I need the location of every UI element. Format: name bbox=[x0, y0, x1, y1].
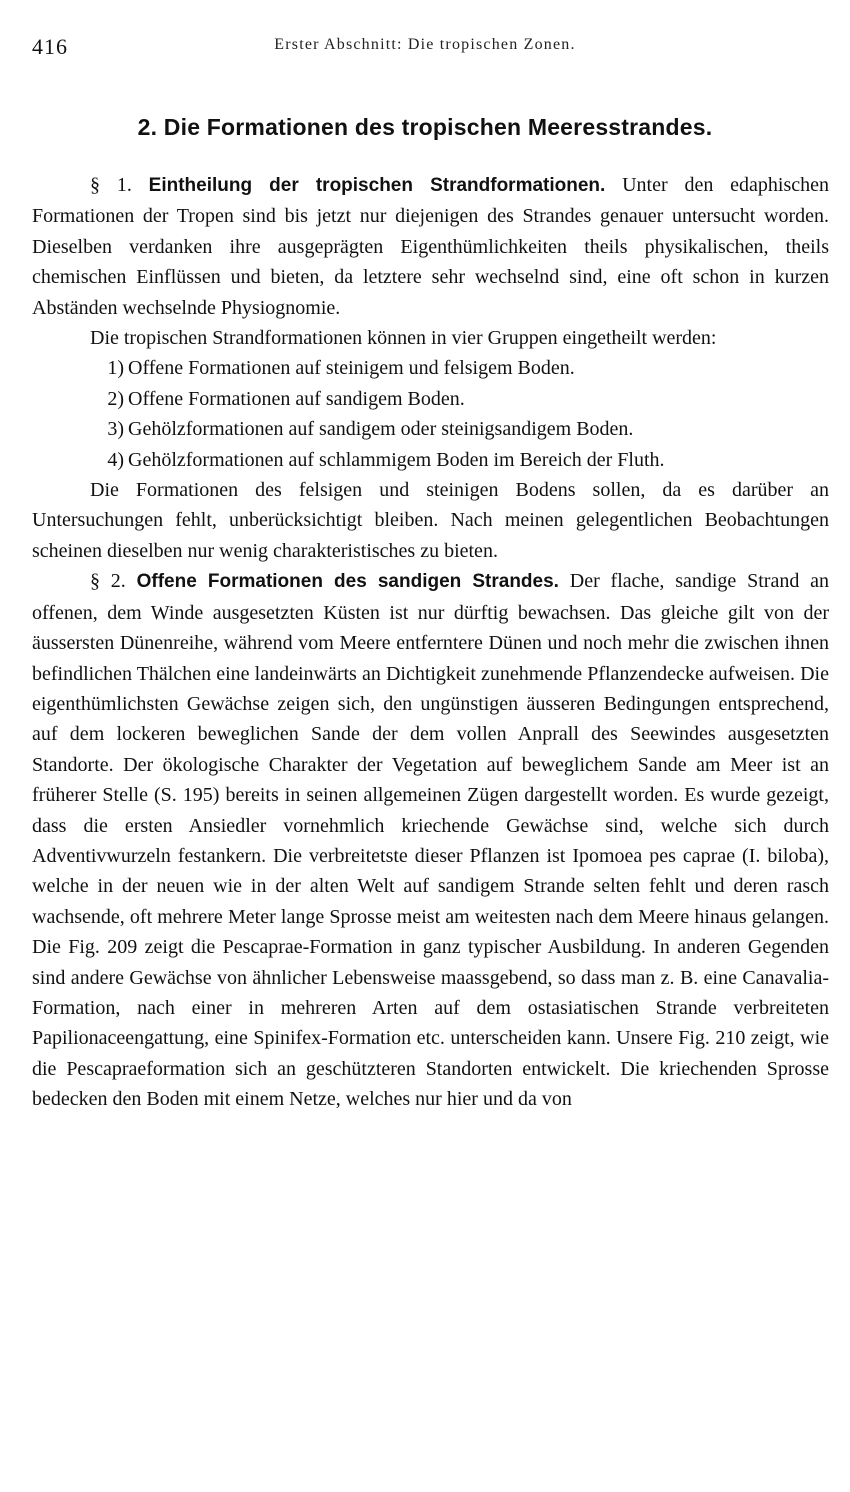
paragraph-section-2 bbox=[32, 566, 829, 1114]
list-item bbox=[32, 445, 829, 475]
body-text bbox=[32, 170, 829, 1115]
list-item bbox=[32, 353, 829, 383]
list-item-text: Offene Formationen auf sandigem Boden. bbox=[128, 387, 465, 410]
running-title: Erster Abschnitt: Die tropischen Zonen. bbox=[274, 36, 576, 53]
list-item-number: 1) bbox=[107, 357, 124, 380]
list-item-number: 3) bbox=[107, 418, 124, 441]
list-item bbox=[32, 384, 829, 414]
section-heading: Eintheilung der tropischen Strandformationen. bbox=[148, 175, 606, 196]
paragraph-groups-intro: Die tropischen Strandformationen können in vier Gruppen eingetheilt werden: bbox=[90, 327, 717, 350]
page-header bbox=[32, 34, 818, 58]
list-item-number: 2) bbox=[107, 387, 124, 410]
list-item-text: Gehölzformationen auf schlammigem Boden im Bereich der Fluth. bbox=[128, 448, 665, 471]
chapter-title: 2. Die Formationen des tropischen Meeresstrandes. bbox=[137, 114, 713, 140]
section-text: Der flache, sandige Strand an offenen, dem Winde ausgesetzten Küsten ist nur dürftig bewachsen. Das gleiche gilt von der äussersten Dünenreihe, während vom Meere entferntere Dünen und noch mehr die zwischen ihnen befindlichen Thälchen eine landeinwärts an Dichtigkeit zunehmende Pflanzendecke aufweisen. Die eigenthümlichsten Gewächse zeigen sich, den ungünstigen äusseren Bedingungen entsprechend, auf dem lockeren beweglichen Sande der dem vollen Anprall des Seewindes ausgesetzten Standorte. Der ökologische Charakter der Vegetation auf beweglichem Sande am Meer ist an früherer Stelle (S. 195) bereits in seinen allgemeinen Zügen dargestellt worden. Es wurde gezeigt, dass die ersten Ansiedler vornehmlich kriechende Gewächse sind, welche sich durch Adventivwurzeln festankern. Die verbreitetste dieser Pflanzen ist Ipomoea pes caprae (I. biloba), welche in der neuen wie in der alten Welt auf sandigem Strande selten fehlt und deren rasch wachsende, oft mehrere Meter lange Sprosse meist am weitesten nach dem Meere hinaus gelangen. Die Fig. 209 zeigt die Pescaprae-Formation in ganz typischer Ausbildung. In anderen Gegenden sind andere Gewächse von ähnlicher Lebensweise maassgebend, so dass man z. B. eine Canavalia-Formation, nach einer in mehreren Arten auf dem ostasiatischen Strande verbreiteten Papilionaceengattung, eine Spinifex-Formation etc. unterscheiden kann. Unsere Fig. 210 zeigt, wie die Pescapraeformation sich an geschützteren Standorten entwickelt. Die kriechenden Sprosse bedecken den Boden mit einem Netze, welches nur hier und da von bbox=[32, 570, 830, 1111]
section-marker: § 2. bbox=[90, 570, 126, 593]
list-item bbox=[32, 414, 829, 444]
page-number: 416 bbox=[32, 34, 68, 59]
group-list bbox=[32, 353, 829, 475]
section-heading: Offene Formationen des sandigen Strandes. bbox=[136, 571, 559, 593]
paragraph-rocky-formations: Die Formationen des felsigen und steinigen Bodens sollen, da es darüber an Untersuchungen fehlt, unberücksichtigt bleiben. Nach meinen gelegentlichen Beobachtungen scheinen dieselben nur wenig charakteristisches zu bieten. bbox=[32, 479, 829, 562]
list-item-number: 4) bbox=[107, 448, 124, 471]
paragraph-section-1 bbox=[32, 170, 829, 323]
list-item-text: Offene Formationen auf steinigem und felsigem Boden. bbox=[128, 357, 575, 380]
section-marker: § 1. bbox=[90, 174, 132, 196]
list-item-text: Gehölzformationen auf sandigem oder steinigsandigem Boden. bbox=[128, 418, 634, 441]
section-text: Unter den edaphischen Formationen der Tropen sind bis jetzt nur diejenigen des Strandes genauer untersucht worden. Dieselben verdanken ihre ausgeprägten Eigenthümlichkeiten theils physikalischen, theils chemischen Einflüssen und bieten, da letztere sehr wechselnd sind, eine oft schon in kurzen Abständen wechselnde Physiognomie. bbox=[32, 174, 830, 319]
